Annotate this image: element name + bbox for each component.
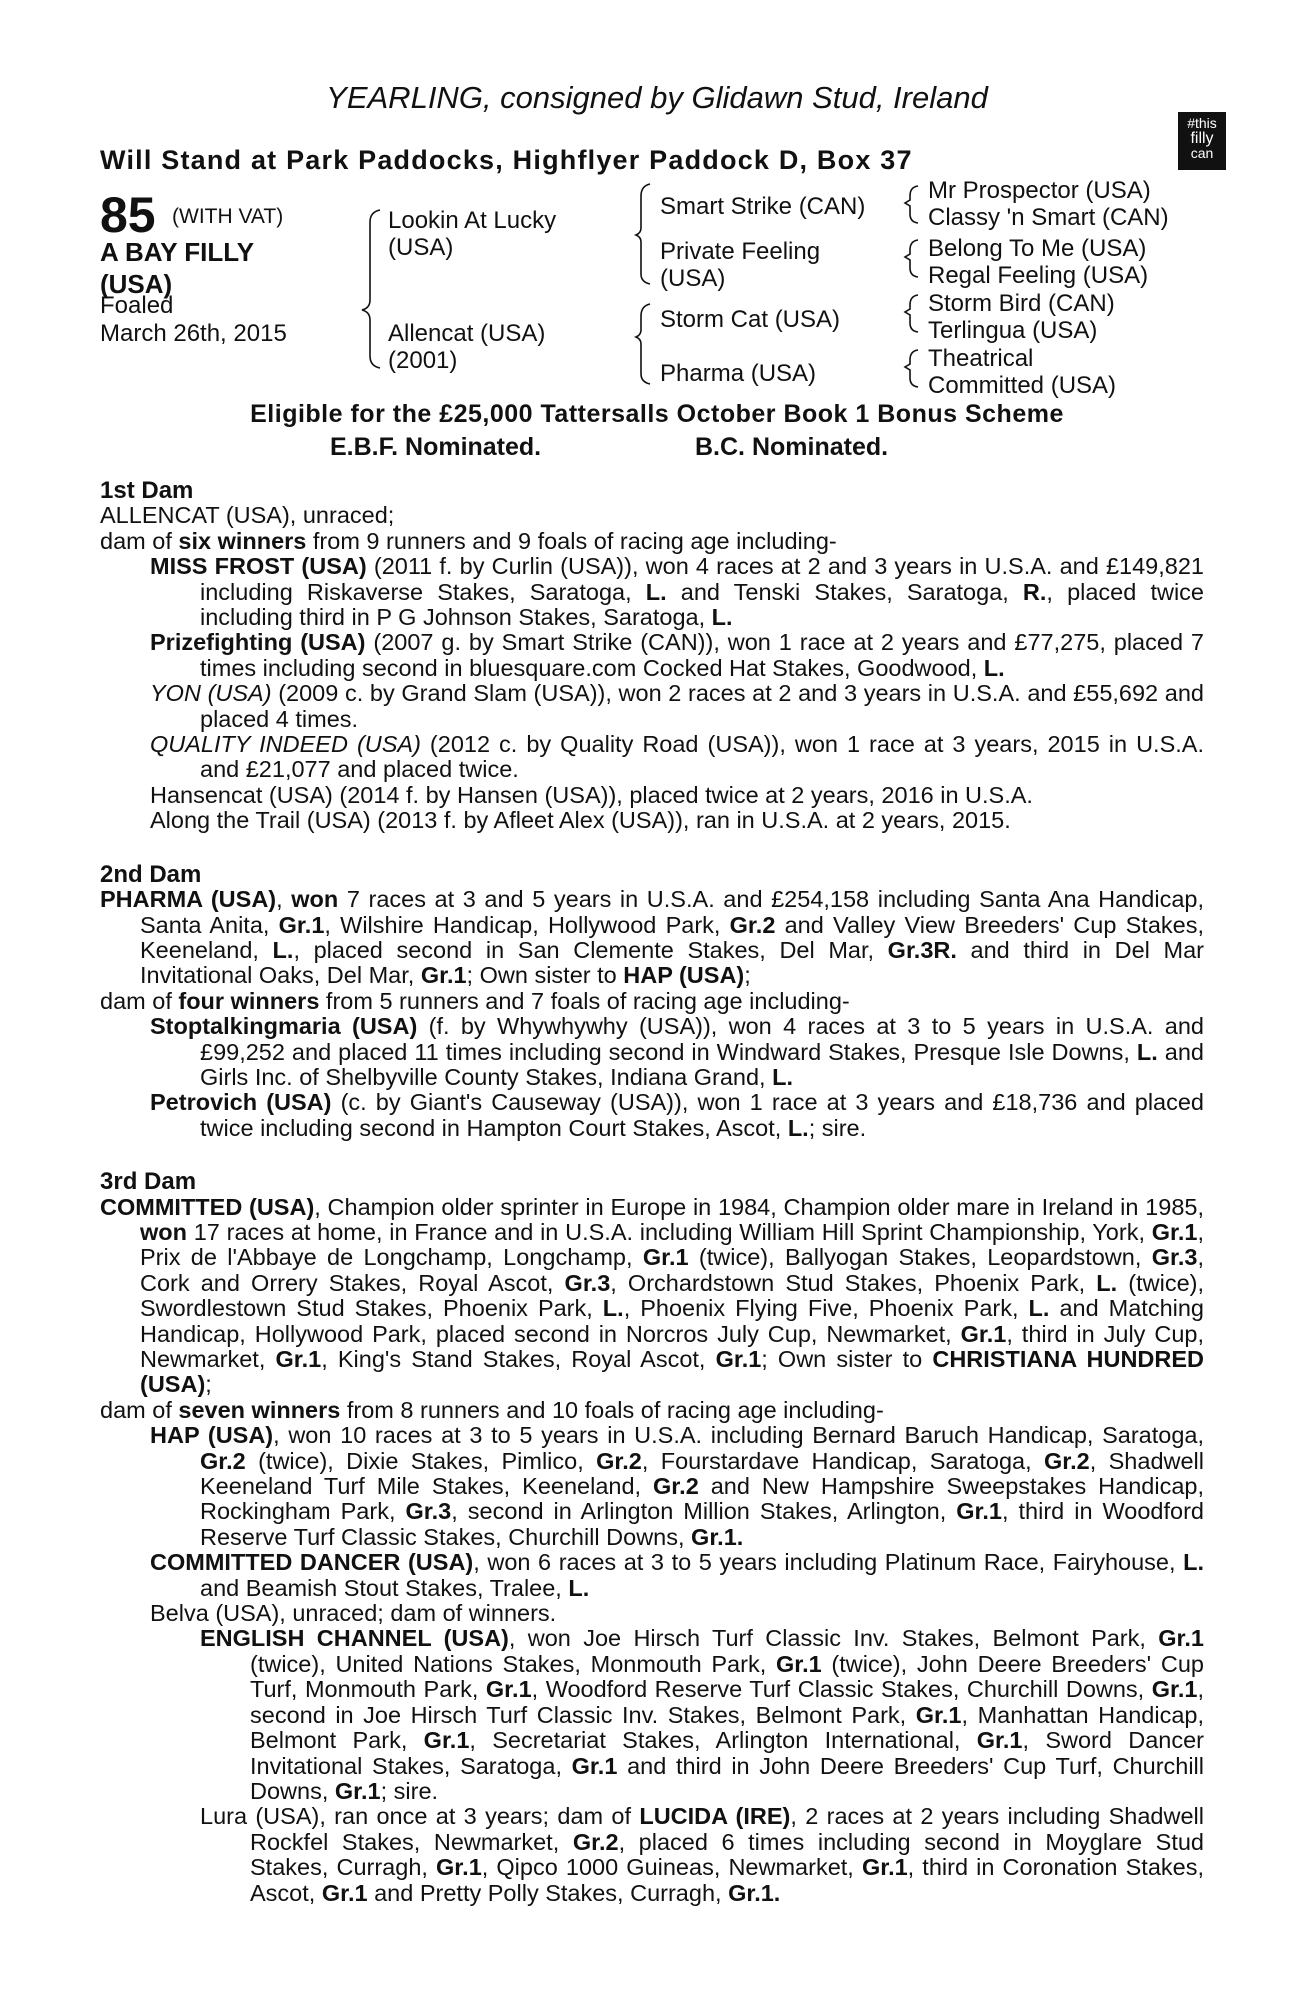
text: , second in Joe Hirsch Turf Classic Inv. Stakes, Belmont Park, xyxy=(250,1676,1204,1728)
second-dam-record xyxy=(100,887,1204,989)
text: and Girls Inc. of Shelbyville County Stakes, Indiana Grand, xyxy=(200,1038,1204,1090)
text: , second in Arlington Million Stakes, Arlington, xyxy=(451,1498,957,1525)
progeny-name: Stoptalkingmaria (USA) xyxy=(150,1013,418,1040)
first-dam-intro: ALLENCAT (USA), unraced; xyxy=(100,502,395,529)
text: (twice), John Deere Breeders' Cup Turf, Monmouth Park, xyxy=(250,1650,1204,1703)
text: dam of xyxy=(100,987,179,1014)
grade: Gr.2 xyxy=(572,1828,619,1855)
grade: L. xyxy=(645,578,667,605)
grade: L. xyxy=(1136,1038,1158,1065)
text: and Beamish Stout Stakes, Tralee, xyxy=(200,1574,569,1601)
progeny-entry xyxy=(150,1090,1204,1141)
won: won xyxy=(140,1218,187,1245)
grade: Gr.2 xyxy=(596,1447,642,1474)
grade: L. xyxy=(1096,1269,1118,1296)
dam-name: COMMITTED (USA) xyxy=(100,1193,315,1220)
grade: L. xyxy=(272,936,294,963)
progeny-entry xyxy=(150,1423,1204,1550)
grade: Gr.1 xyxy=(571,1752,618,1779)
text: and third in Del Mar Invitational Oaks, Del Mar, xyxy=(140,936,1204,989)
bracket-gen1 xyxy=(362,210,380,368)
dam xyxy=(388,320,545,374)
text: dam of xyxy=(100,527,179,554)
grade: L. xyxy=(1183,1549,1205,1576)
text: Lura (USA), ran once at 3 years; dam of xyxy=(200,1803,640,1830)
text: ; sire. xyxy=(380,1777,439,1804)
second-dam-heading: 2nd Dam xyxy=(100,860,202,888)
text: ; xyxy=(205,1371,212,1398)
grade: Gr.2 xyxy=(729,911,776,938)
lot-number: 85 xyxy=(100,187,156,243)
bracket-gen3-3 xyxy=(905,295,918,332)
text: (2012 c. by Quality Road (USA)), won 1 race at 3 years, 2015 in U.S.A. and £21,077 and placed twice. xyxy=(200,731,1204,783)
progeny-name: LUCIDA (IRE) xyxy=(639,1803,791,1830)
text: , placed second in San Clemente Stakes, Del Mar, xyxy=(293,936,888,963)
progeny-name: HAP (USA) xyxy=(150,1422,274,1449)
won: won xyxy=(291,886,339,913)
sire-sire: Smart Strike (CAN) xyxy=(660,193,866,220)
text: ; sire. xyxy=(808,1114,867,1141)
grade: L. xyxy=(1028,1295,1050,1322)
gen3-sds: Belong To Me (USA) xyxy=(928,235,1147,262)
horse-name: A BAY FILLY xyxy=(100,237,255,267)
progeny-entry: Hansencat (USA) (2014 f. by Hansen (USA)), placed twice at 2 years, 2016 in U.S.A. xyxy=(150,781,1033,808)
gen3-dsd: Terlingua (USA) xyxy=(928,317,1098,344)
grandprogeny-entry xyxy=(200,1804,1204,1906)
bracket-gen3-4 xyxy=(905,350,918,387)
progeny-entry: Along the Trail (USA) (2013 f. by Afleet Alex (USA)), ran in U.S.A. at 2 years, 2015. xyxy=(150,807,1011,834)
sire-dam-name: Private Feeling xyxy=(660,238,821,265)
text: and third in John Deere Breeders' Cup Turf, Churchill Downs, xyxy=(250,1752,1204,1804)
bc-nominated: B.C. Nominated. xyxy=(695,433,889,461)
bracket-gen2-dam xyxy=(636,304,650,384)
text: and Matching Handicap, Hollywood Park, placed second in Norcros July Cup, Newmarket, xyxy=(140,1295,1205,1347)
text: , third in July Cup, Newmarket, xyxy=(140,1320,1204,1372)
grade: Gr.2 xyxy=(1044,1447,1090,1474)
horse-origin: (USA) xyxy=(100,269,173,299)
grade: Gr.1 xyxy=(485,1676,532,1703)
grade: Gr.1 xyxy=(1151,1676,1198,1703)
progeny-name: Prizefighting (USA) xyxy=(150,629,366,656)
text: , third in Coronation Stakes, Ascot, xyxy=(250,1854,1204,1906)
grade: Gr.3R. xyxy=(887,936,957,963)
sister-name: HAP (USA) xyxy=(623,962,745,989)
bonus-scheme-line: Eligible for the £25,000 Tattersalls October Book 1 Bonus Scheme xyxy=(250,400,1064,428)
text: (f. by Whywhywhy (USA)), won 4 races at 3 to 5 years in U.S.A. and £99,252 and placed 11 times including second in Windward Stakes, Presque Isle Downs, xyxy=(200,1013,1204,1065)
text: (twice), Ballyogan Stakes, Leopardstown, xyxy=(688,1244,1152,1271)
grandprogeny-entry xyxy=(200,1626,1204,1804)
text: , Wilshire Handicap, Hollywood Park, xyxy=(324,911,730,938)
third-dam-record xyxy=(100,1195,1204,1398)
progeny-entry xyxy=(150,1014,1204,1090)
grade: Gr.3 xyxy=(1151,1244,1198,1271)
dam-name: Allencat (USA) xyxy=(388,320,546,347)
first-dam-heading: 1st Dam xyxy=(100,477,194,504)
grade: Gr.1 xyxy=(976,1727,1023,1754)
text: from 5 runners and 7 foals of racing age including- xyxy=(319,987,850,1014)
text: , Fourstardave Handicap, Saratoga, xyxy=(641,1447,1045,1474)
text: and Tenski Stakes, Saratoga, xyxy=(666,578,1023,605)
foaled-date: March 26th, 2015 xyxy=(100,320,287,347)
winners-count: four winners xyxy=(178,987,320,1014)
text: , Prix de l'Abbaye de Longchamp, Longchamp, xyxy=(140,1218,1204,1271)
third-dam-summary xyxy=(100,1398,1204,1423)
text: , King's Stand Stakes, Royal Ascot, xyxy=(321,1346,716,1372)
text: and New Hampshire Sweepstakes Handicap, Rockingham Park, xyxy=(200,1473,1204,1525)
text: (2009 c. by Grand Slam (USA)), won 2 races at 2 and 3 years in U.S.A. and £55,692 and placed 4 times. xyxy=(200,680,1204,732)
text: ; xyxy=(744,962,751,989)
dam-year: (2001) xyxy=(388,347,458,374)
grade: L. xyxy=(787,1114,809,1141)
dam-dam: Pharma (USA) xyxy=(660,360,817,387)
text: ; Own sister to xyxy=(466,962,624,989)
grade: Gr.1 xyxy=(642,1244,689,1271)
grade: Gr.1 xyxy=(278,911,325,938)
grade: L. xyxy=(772,1063,794,1090)
sister-name: CHRISTIANA HUNDRED (USA) xyxy=(140,1346,1204,1398)
progeny-entry xyxy=(150,554,1204,630)
text: , Sword Dancer Invitational Stakes, Saratoga, xyxy=(250,1727,1204,1779)
grade: Gr.1 xyxy=(1158,1625,1204,1652)
gen3-sdd: Regal Feeling (USA) xyxy=(928,262,1149,289)
text: (2011 f. by Curlin (USA)), won 4 races at 2 and 3 years in U.S.A. and £149,821 including Riskaverse Stakes, Saratoga, xyxy=(200,553,1204,605)
logo-line: can xyxy=(1190,145,1214,161)
text: , Secretariat Stakes, Arlington International, xyxy=(469,1727,977,1754)
text: 7 races at 3 and 5 years in U.S.A. and £254,158 including Santa Ana Handicap, Santa Anita, xyxy=(140,886,1204,938)
grade: Gr.1 xyxy=(861,1854,908,1881)
logo-line: filly xyxy=(1190,130,1214,147)
text: , won 10 races at 3 to 5 years in U.S.A. including Bernard Baruch Handicap, Saratoga, xyxy=(273,1422,1204,1449)
text: , Champion older sprinter in Europe in 1984, Champion older mare in Ireland in 1985, xyxy=(314,1193,1204,1220)
dam-sire: Storm Cat (USA) xyxy=(660,306,841,333)
progeny-entry xyxy=(150,1550,1204,1601)
grade: R. xyxy=(1022,578,1047,605)
grade: Gr.1 xyxy=(275,1346,322,1372)
gen3-dds: Theatrical xyxy=(928,345,1034,372)
text: , placed twice including third in P G Johnson Stakes, Saratoga, xyxy=(200,578,1204,631)
grade: L. xyxy=(983,654,1005,681)
text: (2007 g. by Smart Strike (CAN)), won 1 race at 2 years and £77,275, placed 7 times including second in bluesquare.com Cocked Hat Stakes, Goodwood, xyxy=(200,629,1205,681)
text: , won Joe Hirsch Turf Classic Inv. Stakes, Belmont Park, xyxy=(508,1625,1159,1652)
text: , Qipco 1000 Guineas, Newmarket, xyxy=(481,1854,862,1881)
progeny-name: MISS FROST (USA) xyxy=(150,553,367,580)
text: , Phoenix Flying Five, Phoenix Park, xyxy=(623,1295,1029,1322)
text: , 2 races at 2 years including Shadwell Rockfel Stakes, Newmarket, xyxy=(250,1803,1204,1855)
progeny-name: COMMITTED DANCER (USA) xyxy=(150,1549,474,1576)
progeny-entry: Belva (USA), unraced; dam of winners. xyxy=(150,1600,557,1627)
grade: L. xyxy=(711,604,733,631)
grade: Gr.2 xyxy=(200,1447,246,1474)
grade: Gr.1 xyxy=(960,1320,1007,1347)
progeny-name: Petrovich (USA) xyxy=(150,1089,332,1116)
grade: Gr.1. xyxy=(691,1523,744,1550)
grade: Gr.1 xyxy=(423,1727,470,1754)
text: , Cork and Orrery Stakes, Royal Ascot, xyxy=(140,1244,1204,1296)
text: , Manhattan Handicap, Belmont Park, xyxy=(250,1701,1204,1754)
third-dam-heading: 3rd Dam xyxy=(100,1168,197,1196)
progeny-name: QUALITY INDEED (USA) xyxy=(150,731,421,758)
sire-country: (USA) xyxy=(388,234,454,261)
progeny-name: YON (USA) xyxy=(150,680,272,707)
grade: Gr.1 xyxy=(436,1854,482,1881)
sire-dam xyxy=(660,238,820,292)
grade: Gr.1 xyxy=(915,1701,962,1728)
gen3-sss: Mr Prospector (USA) xyxy=(928,177,1151,204)
gen3-dss: Storm Bird (CAN) xyxy=(928,290,1115,317)
text: from 8 runners and 10 foals of racing age including- xyxy=(340,1396,884,1423)
second-dam-summary xyxy=(100,989,1204,1014)
text: dam of xyxy=(100,1396,179,1423)
progeny-name: ENGLISH CHANNEL (USA) xyxy=(200,1625,509,1652)
grade: Gr.1 xyxy=(956,1498,1002,1525)
grade: Gr.1 xyxy=(321,1879,368,1906)
grade: Gr.1. xyxy=(728,1879,781,1906)
grade: Gr.1 xyxy=(775,1650,822,1677)
bracket-gen3-1 xyxy=(905,186,918,223)
progeny-entry xyxy=(150,630,1204,681)
grade: Gr.2 xyxy=(653,1473,699,1500)
text: , placed 6 times including second in Moyglare Stud Stakes, Curragh, xyxy=(250,1828,1204,1881)
sire-name: Lookin At Lucky xyxy=(388,207,557,234)
bracket-gen2-sire xyxy=(636,184,650,284)
text: , third in Woodford Reserve Turf Classic Stakes, Churchill Downs, xyxy=(200,1498,1204,1550)
text: , Woodford Reserve Turf Classic Stakes, Churchill Downs, xyxy=(531,1676,1152,1703)
grade: L. xyxy=(568,1574,590,1601)
text: (twice), Dixie Stakes, Pimlico, xyxy=(245,1447,597,1474)
ebf-nominated: E.B.F. Nominated. xyxy=(330,433,542,461)
progeny-entry xyxy=(150,681,1204,732)
first-dam-summary xyxy=(100,529,1204,554)
grade: Gr.1 xyxy=(420,962,467,989)
grade: Gr.3 xyxy=(405,1498,452,1525)
text: , Shadwell Keeneland Turf Mile Stakes, Keeneland, xyxy=(200,1447,1205,1500)
foaled-label: Foaled xyxy=(100,292,174,319)
progeny-entry xyxy=(150,732,1204,783)
grade: Gr.3 xyxy=(564,1269,611,1296)
text: and Pretty Polly Stakes, Curragh, xyxy=(367,1879,729,1906)
gen3-ssd: Classy 'n Smart (CAN) xyxy=(928,204,1169,231)
vat-note: (WITH VAT) xyxy=(172,205,284,228)
sire-dam-country: (USA) xyxy=(660,265,726,292)
text: and Valley View Breeders' Cup Stakes, Keeneland, xyxy=(140,911,1205,963)
bracket-gen3-2 xyxy=(905,240,918,277)
dam-name: PHARMA (USA) xyxy=(100,886,277,913)
gen3-ddd: Committed (USA) xyxy=(928,372,1117,399)
stand-location: Will Stand at Park Paddocks, Highflyer Paddock D, Box 37 xyxy=(100,145,913,175)
catalogue-body xyxy=(100,478,1204,1906)
grade: Gr.1 xyxy=(334,1777,381,1804)
text: (c. by Giant's Causeway (USA)), won 1 race at 3 years and £18,736 and placed twice including second in Hampton Court Stakes, Ascot, xyxy=(200,1089,1205,1141)
text: ; Own sister to xyxy=(761,1346,933,1372)
text: (twice), United Nations Stakes, Monmouth Park, xyxy=(250,1650,776,1677)
text: , won 6 races at 3 to 5 years including Platinum Race, Fairyhouse, xyxy=(473,1549,1184,1576)
grade: Gr.1 xyxy=(1151,1218,1198,1245)
text: from 9 runners and 9 foals of racing age including- xyxy=(306,527,837,554)
grade: L. xyxy=(602,1295,624,1322)
winners-count: seven winners xyxy=(178,1396,341,1423)
winners-count: six winners xyxy=(178,527,307,554)
consignment-line: YEARLING, consigned by Glidawn Stud, Ireland xyxy=(326,80,988,115)
text: 17 races at home, in France and in U.S.A. including William Hill Sprint Championship, York, xyxy=(187,1218,1152,1245)
text: , xyxy=(276,886,292,913)
text: , Orchardstown Stud Stakes, Phoenix Park, xyxy=(610,1269,1097,1296)
sire xyxy=(388,207,556,261)
text: (twice), Swordlestown Stud Stakes, Phoenix Park, xyxy=(140,1269,1204,1322)
logo-line: #this xyxy=(1187,115,1217,131)
grade: Gr.1 xyxy=(715,1346,762,1372)
